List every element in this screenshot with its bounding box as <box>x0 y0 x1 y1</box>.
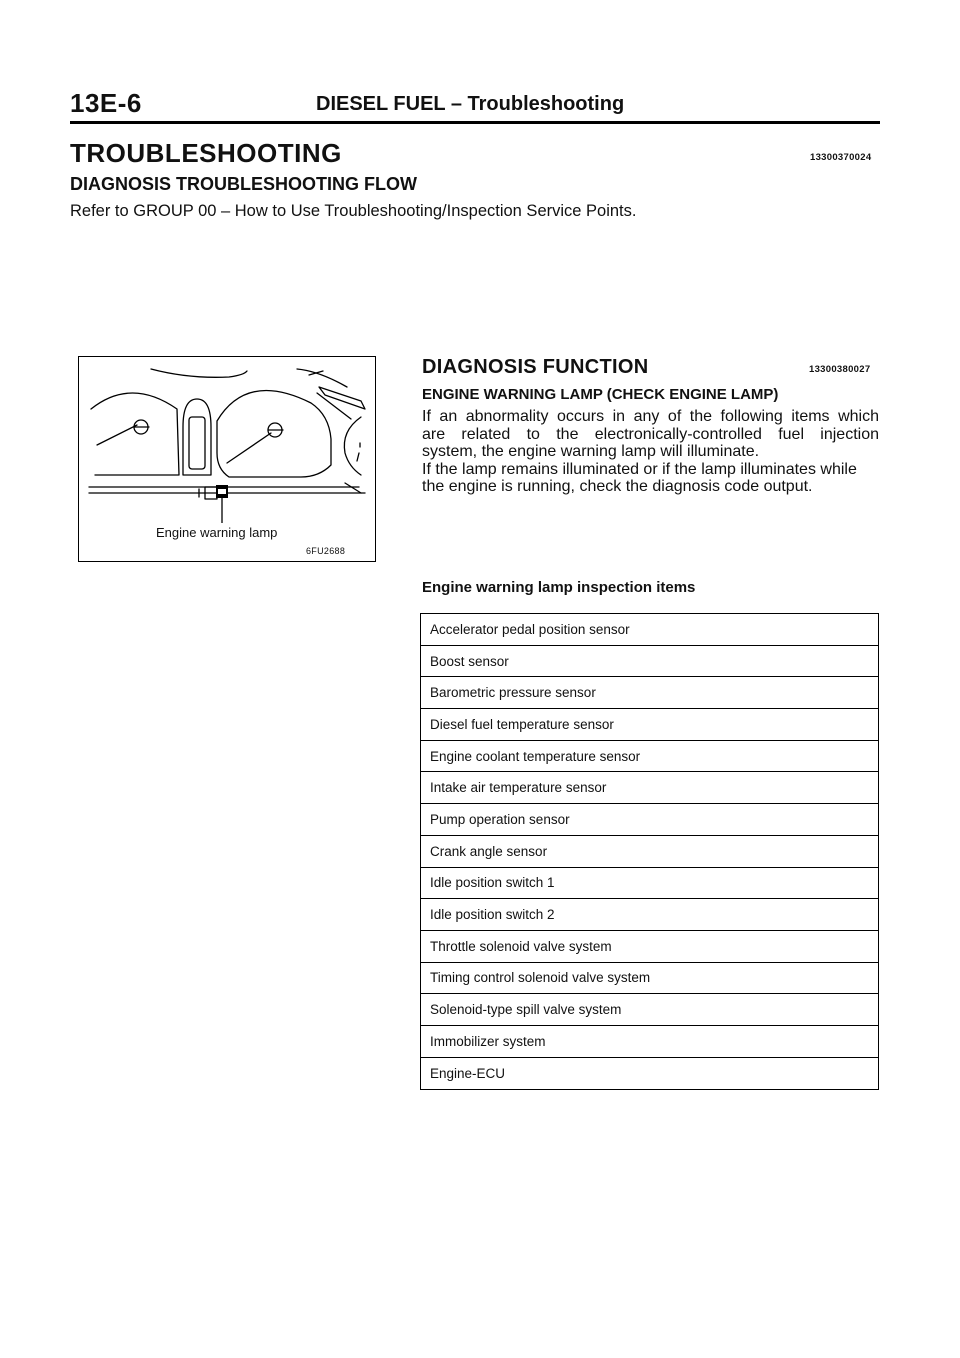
flow-title: DIAGNOSIS TROUBLESHOOTING FLOW <box>70 174 417 194</box>
paragraph-line: If an abnormality occurs in any of the following items which <box>422 408 879 425</box>
paragraph-line: system, the engine warning lamp will illuminate. <box>422 443 760 460</box>
paragraph-line: are related to the electronically-controlled fuel injection <box>422 425 879 443</box>
table-row: Timing control solenoid valve system <box>421 963 878 995</box>
figure-caption: Engine warning lamp <box>156 525 278 540</box>
diagnosis-title: DIAGNOSIS FUNCTION <box>422 356 649 378</box>
diagnosis-code: 13300380027 <box>809 364 871 375</box>
table-row: Engine coolant temperature sensor <box>421 741 878 773</box>
table-row: Solenoid-type spill valve system <box>421 994 878 1026</box>
table-row: Throttle solenoid valve system <box>421 931 878 963</box>
section-title: TROUBLESHOOTING <box>70 138 342 168</box>
running-title: DIESEL FUEL – Troubleshooting <box>316 93 625 115</box>
table-row: Barometric pressure sensor <box>421 677 878 709</box>
warning-lamp-title: ENGINE WARNING LAMP (CHECK ENGINE LAMP) <box>422 386 779 403</box>
table-row: Idle position switch 2 <box>421 899 878 931</box>
table-row: Idle position switch 1 <box>421 868 878 900</box>
table-row: Intake air temperature sensor <box>421 772 878 804</box>
table-row: Accelerator pedal position sensor <box>421 614 878 646</box>
page-number: 13E-6 <box>70 88 142 118</box>
diagnosis-paragraph <box>422 408 879 496</box>
table-row: Diesel fuel temperature sensor <box>421 709 878 741</box>
reference-text: Refer to GROUP 00 – How to Use Troubleshooting/Inspection Service Points. <box>70 202 637 220</box>
inspection-items-title: Engine warning lamp inspection items <box>422 579 696 596</box>
header-rule <box>70 121 880 124</box>
paragraph-line: If the lamp remains illuminated or if the lamp illuminates while <box>422 460 857 478</box>
inspection-items-table <box>420 613 879 1090</box>
table-row: Engine-ECU <box>430 1065 506 1081</box>
table-row: Boost sensor <box>421 646 878 678</box>
table-row: Crank angle sensor <box>421 836 878 868</box>
figure-code: 6FU2688 <box>306 546 346 556</box>
paragraph-line: the engine is running, check the diagnosis code output. <box>422 478 813 495</box>
engine-warning-lamp-icon <box>216 485 228 523</box>
section-code: 13300370024 <box>810 152 872 163</box>
table-row: Immobilizer system <box>421 1026 878 1058</box>
table-row: Pump operation sensor <box>421 804 878 836</box>
